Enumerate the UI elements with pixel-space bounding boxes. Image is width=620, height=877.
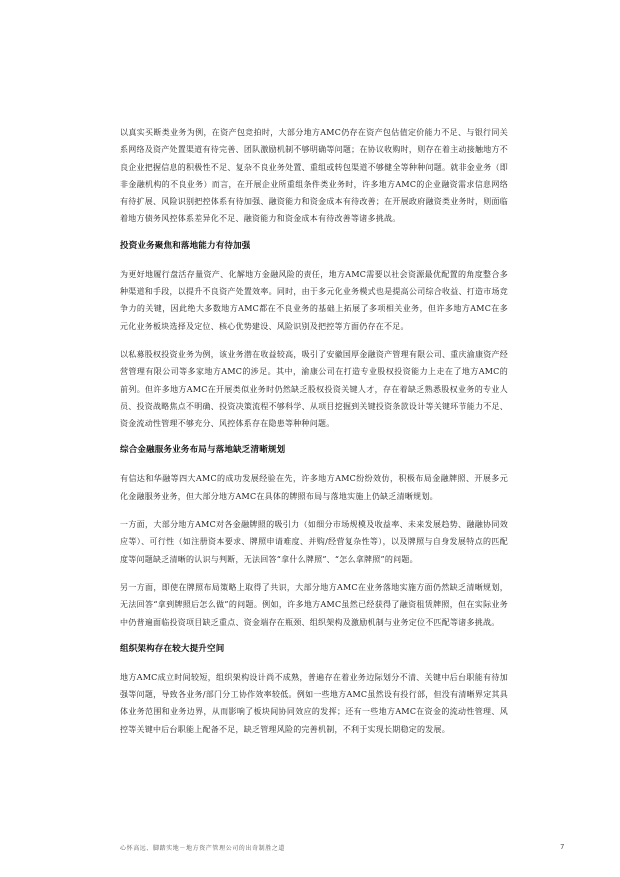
paragraph: 有信达和华融等四大AMC的成功发展经验在先，许多地方AMC纷纷效仿，积极布局金融牌照、开展多元化金融服务业务，但大部分地方AMC在具体的牌照布局与落地实施上仍缺乏清晰规划。 [120,474,508,501]
section-heading: 投资业务聚焦和落地能力有待加强 [120,240,251,251]
paragraph: 以真实买断类业务为例，在资产包竞拍时，大部分地方AMC仍存在资产包估值定价能力不足、与银行同关系网络及资产处置渠道有待完善、团队激励机制不够明确等问题；在协议收购时，则存在着主动接触地方不良企业把握信息的积极性不足、复杂不良业务处置、重组或转包渠道不够健全等种种问题。就非金业务（即非金融机构的不良业务）而言，在开展企业所重组条件类业务时，许多地方AMC的企业融资需求信息网络有待扩展、风险识别把控体系有待加强、融资能力和资金成本有待改善；在开展政府融资类业务时，则面临着地方债务风控体系差异化不足、融资能力和资金成本有待改善等诸多挑战。 [120,128,508,224]
section-heading: 组织架构存在较大提升空间 [120,643,225,654]
paragraph: 地方AMC成立时间较短，组织架构设计尚不成熟，普遍存在着业务边际划分不清、关键中后台职能有待加强等问题，导致各业务/部门分工协作效率较低。例如一些地方AMC虽然设有投行部，但没有清晰界定其具体业务范围和业务边界，从而影响了板块间协同效应的发挥；还有一些地方AMC在资金的流动性管理、风控等关键中后台职能上配备不足，缺乏管理风险的完善机制，不利于实现长期稳定的发展。 [120,672,508,734]
paragraph: 一方面，大部分地方AMC对各金融牌照的吸引力（如细分市场规模及收益率、未来发展趋势、融融协同效应等）、可行性（如注册资本要求、牌照申请难度、并购/经营复杂性等），以及牌照与自身发展特点的匹配度等问题缺乏清晰的认识与判断，无法回答“拿什么牌照”、“怎么拿牌照”的问题。 [120,520,508,564]
paragraph: 为更好地履行盘活存量资产、化解地方金融风险的责任，地方AMC需要以社会资源最优配置的角度整合多种渠道和手段，以提升不良资产处置效率。同时，由于多元化业务模式也是提高公司综合收益、打造市场竞争力的关键，因此绝大多数地方AMC都在不良业务的基础上拓展了多项相关业务，但许多地方AMC在多元化业务板块选择及定位、核心优势建设、风险识别及把控等方面仍存在不足。 [120,269,508,331]
page-number: 7 [560,843,565,851]
paragraph: 以私募股权投资业务为例，该业务潜在收益较高，吸引了安徽国厚金融资产管理有限公司、重庆渝康资产经营管理有限公司等多家地方AMC的涉足。其中，渝康公司在打造专业股权投资能力上走在了地方AMC的前列。但许多地方AMC在开展类似业务时仍然缺乏股权投资关键人才，存在着缺乏熟悉股权业务的专业人员、投资战略焦点不明确、投资决策流程不够科学、从项目挖掘到关键投资条款设计等关键环节能力不足、资金流动性管理不够充分、风控体系存在隐患等种种问题。 [120,349,508,429]
section-heading: 综合金融服务业务布局与落地缺乏清晰规划 [120,445,286,456]
footer-title: 心怀高远、脚踏实地－地方资产管理公司的出奇制胜之道 [120,845,286,852]
paragraph: 另一方面，即使在牌照布局策略上取得了共识，大部分地方AMC在业务落地实施方面仍然缺乏清晰规划，无法回答“拿到牌照后怎么做”的问题。例如，许多地方AMC虽然已经获得了融资租赁牌照，但在实际业务中仍普遍面临投资项目缺乏重点、资金端存在瓶颈、组织架构及激励机制与业务定位不匹配等诸多挑战。 [120,582,508,627]
body-content [120,124,508,749]
